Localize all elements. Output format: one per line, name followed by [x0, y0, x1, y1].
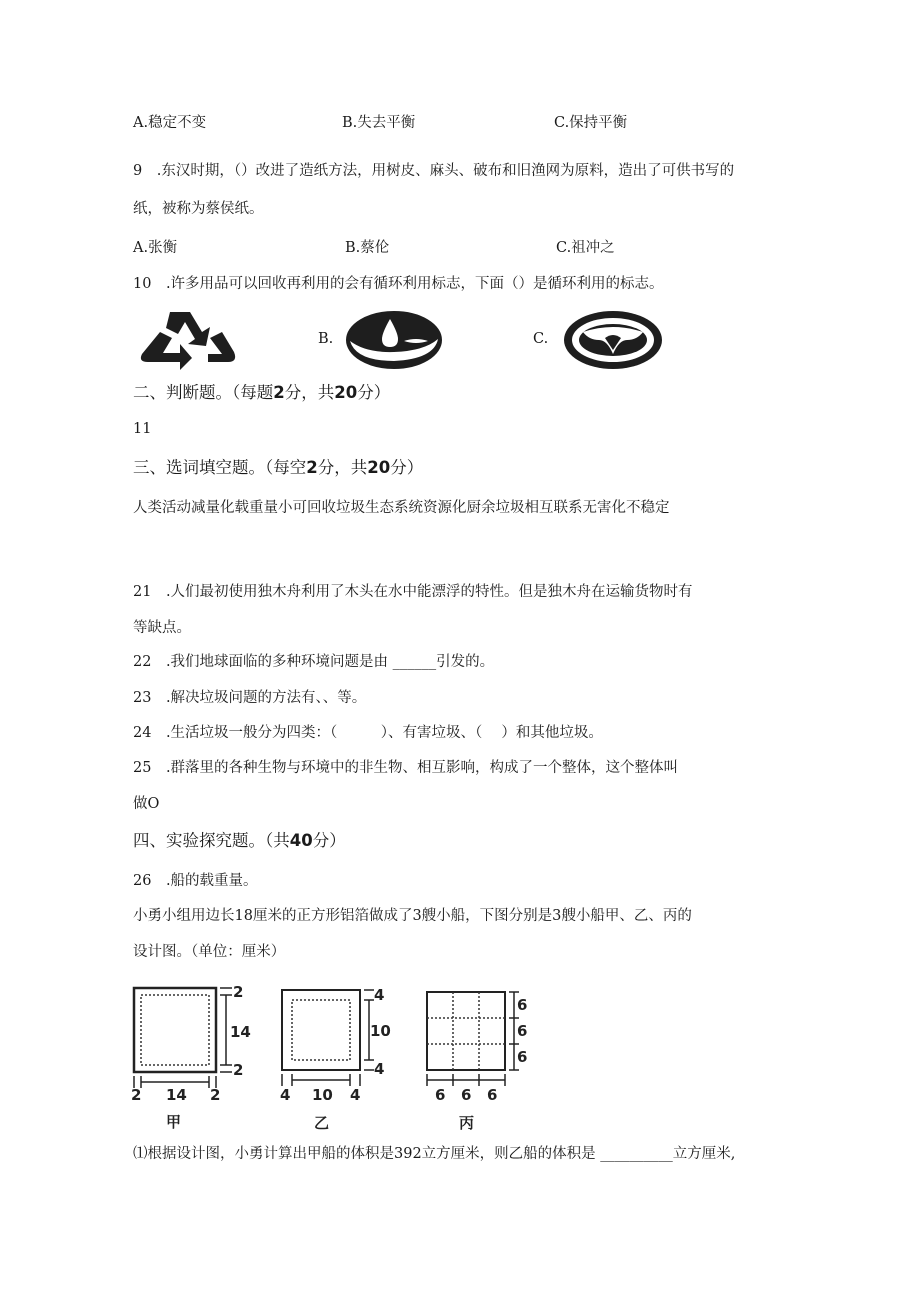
q21-text-line2: 等缺点。: [133, 620, 191, 636]
jia-dim-bot-right: 2: [210, 1086, 221, 1104]
q10-option-b-label: B.: [318, 331, 334, 347]
q9-text-line2: 纸，被称为蔡侯纸。: [133, 201, 264, 217]
q8-option-c: C.保持平衡: [554, 115, 628, 131]
recycle-icon: [130, 308, 240, 370]
jia-dim-bot-mid: 14: [166, 1086, 187, 1104]
bing-caption: 丙: [459, 1114, 475, 1132]
jia-dim-right-bot: 2: [233, 1061, 244, 1079]
q25-text-line1: 25 .群落里的各种生物与环境中的非生物、相互影响，构成了一个整体，这个整体叫: [133, 760, 679, 776]
jia-dim-right-mid: 14: [230, 1023, 251, 1041]
water-drop-emblem-icon: [346, 311, 442, 369]
q10-option-c-label: C.: [533, 331, 549, 347]
yi-dim-right-mid: 10: [370, 1022, 391, 1040]
bing-dim-right-2: 6: [517, 1022, 528, 1040]
q22-text: 22 .我们地球面临的多种环境问题是由 ______引发的。: [133, 654, 495, 670]
yi-caption: 乙: [314, 1114, 330, 1132]
shield-emblem-icon: [563, 310, 663, 370]
bing-dim-right-3: 6: [517, 1048, 528, 1066]
yi-dim-bot-left: 4: [280, 1086, 291, 1104]
q26-title: 26 .船的载重量。: [133, 873, 258, 889]
q26-text-line2: 设计图。（单位：厘米）: [133, 944, 286, 960]
bing-dim-right-1: 6: [517, 996, 528, 1014]
q23-text: 23 .解决垃圾问题的方法有、、等。: [133, 690, 367, 706]
q8-option-b: B.失去平衡: [342, 115, 416, 131]
bing-dim-bot-3: 6: [487, 1086, 498, 1104]
bing-dim-bot-2: 6: [461, 1086, 472, 1104]
boat-bing-diagram: [423, 988, 533, 1138]
jia-dim-right-top: 2: [233, 983, 244, 1001]
q24-text: 24 .生活垃圾一般分为四类：（ ）、有害垃圾、（ ）和其他垃圾。: [133, 725, 603, 741]
boat-yi-diagram: [278, 986, 391, 1136]
yi-dim-bot-right: 4: [350, 1086, 361, 1104]
boat-jia-diagram: [128, 983, 251, 1134]
q21-text-line1: 21 .人们最初使用独木舟利用了木头在水中能漂浮的特性。但是独木舟在运输货物时有: [133, 584, 693, 600]
q8-option-a: A.稳定不变: [133, 115, 207, 131]
q26-sub1-text: ⑴根据设计图，小勇计算出甲船的体积是392立方厘米，则乙船的体积是 __________立方厘米,: [133, 1146, 736, 1162]
section3-heading: 三、选词填空题。（每空2分，共20分）: [133, 458, 424, 477]
q9-text-line1: 9 .东汉时期，（）改进了造纸方法，用树皮、麻头、破布和旧渔网为原料，造出了可供书写的: [133, 163, 735, 179]
jia-caption: 甲: [166, 1113, 182, 1131]
q25-text-line2: 做O: [133, 796, 160, 812]
section4-heading: 四、实验探究题。（共40分）: [133, 831, 346, 850]
q9-option-b: B.蔡伦: [345, 240, 390, 256]
q11-number: 11: [133, 421, 152, 437]
q9-option-c: C.祖冲之: [556, 240, 615, 256]
bing-dim-bot-1: 6: [435, 1086, 446, 1104]
yi-dim-bot-mid: 10: [312, 1086, 333, 1104]
jia-dim-bot-left: 2: [131, 1086, 142, 1104]
q26-text-line1: 小勇小组用边长18厘米的正方形铝箔做成了3艘小船，下图分别是3艘小船甲、乙、丙的: [133, 908, 692, 924]
word-bank: 人类活动减量化载重量小可回收垃圾生态系统资源化厨余垃圾相互联系无害化不稳定: [133, 500, 670, 516]
q9-option-a: A.张衡: [133, 240, 178, 256]
yi-dim-right-top: 4: [374, 986, 385, 1004]
q10-text: 10 .许多用品可以回收再利用的会有循环利用标志，下面（）是循环利用的标志。: [133, 276, 664, 292]
section2-heading: 二、判断题。（每题2分，共20分）: [133, 383, 391, 402]
yi-dim-right-bot: 4: [374, 1060, 385, 1078]
